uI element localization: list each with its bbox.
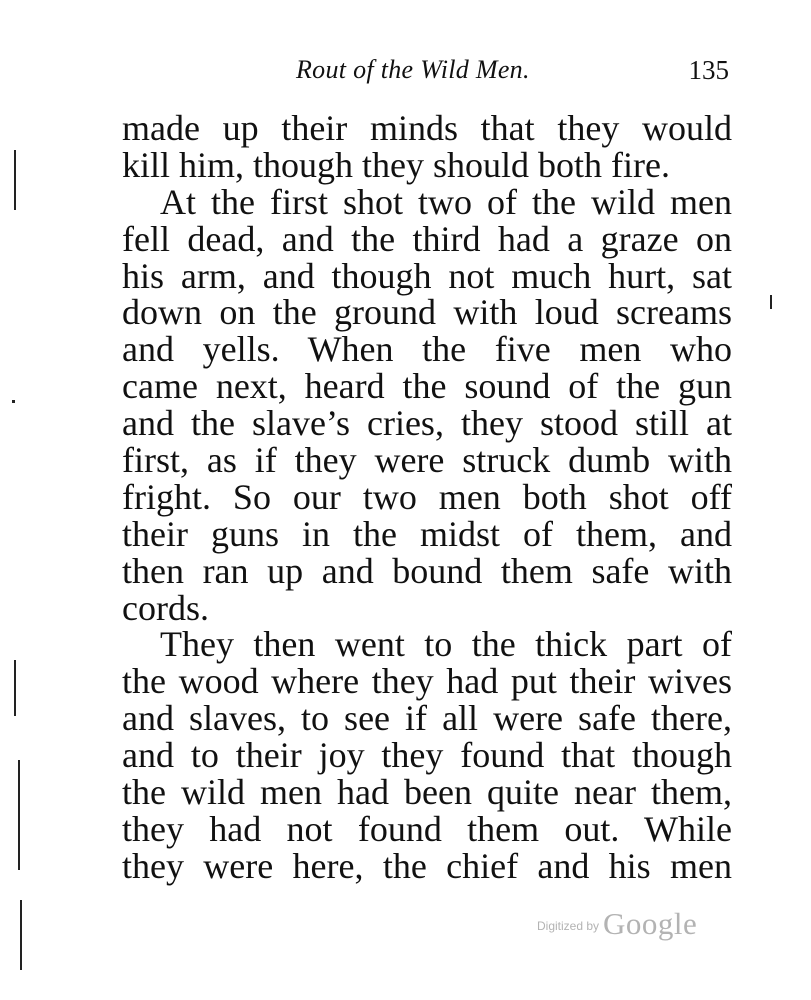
scan-artifact: [770, 295, 772, 309]
text-line: cords.: [122, 587, 209, 628]
scan-artifact: [18, 760, 20, 870]
scan-artifact: [14, 150, 16, 210]
text-line: first, as if they were struck dumb with: [122, 440, 732, 481]
running-head: [120, 52, 735, 88]
text-line: came next, heard the sound of the gun: [122, 366, 732, 407]
text-line: then ran up and bound them safe with: [122, 550, 732, 591]
paragraph-start-line: They then went to the thick part of: [160, 624, 732, 665]
google-logo: Google: [603, 906, 698, 941]
text-line: his arm, and though not much hurt, sat: [122, 255, 732, 296]
text-line: and the slave’s cries, they stood still at: [122, 403, 732, 444]
running-title: Rout of the Wild Men.: [296, 55, 530, 84]
text-line: down on the ground with loud screams: [122, 292, 732, 333]
scan-artifact: [14, 660, 16, 716]
text-line: kill him, though they should both fire.: [122, 144, 670, 185]
page-number: 135: [688, 55, 729, 85]
watermark-prefix: Digitized by: [537, 919, 600, 933]
text-line: they had not found them out. While: [122, 808, 732, 849]
text-line: and yells. When the five men who: [122, 329, 732, 370]
body-text: [122, 110, 732, 885]
scan-artifact: [20, 900, 22, 970]
text-line: the wood where they had put their wives: [122, 661, 732, 702]
text-line: fright. So our two men both shot off: [122, 476, 732, 517]
paragraph-start-line: At the first shot two of the wild men: [160, 181, 732, 222]
text-line: they were here, the chief and his men: [122, 845, 732, 886]
text-line: and slaves, to see if all were safe there,: [122, 698, 732, 739]
text-line: the wild men had been quite near them,: [122, 772, 732, 813]
text-line: made up their minds that they would: [122, 108, 732, 148]
text-line: and to their joy they found that though: [122, 735, 732, 776]
digitized-watermark: [537, 906, 697, 942]
text-line: fell dead, and the third had a graze on: [122, 218, 732, 259]
scan-artifact: [12, 400, 15, 403]
text-line: their guns in the midst of them, and: [122, 513, 732, 554]
